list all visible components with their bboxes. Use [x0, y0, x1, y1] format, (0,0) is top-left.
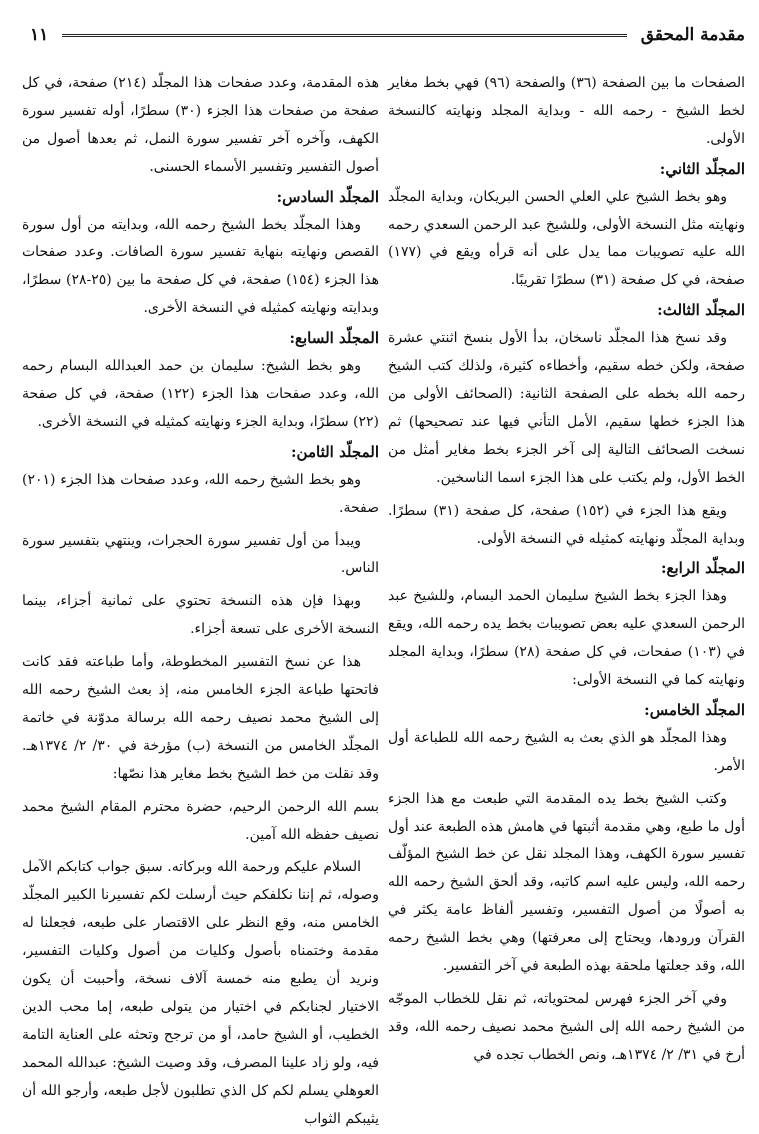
- paragraph: بسم الله الرحمن الرحيم، حضرة محترم المقام الشيخ محمد نصيف حفظه الله آمين.: [22, 798, 379, 843]
- paragraph: وهو بخط الشيخ رحمه الله، وعدد صفحات هذا الجزء (٢٠١) صفحة.: [22, 471, 379, 516]
- paragraph: وبهذا فإن هذه النسخة تحتوي على ثمانية أجزاء، بينما النسخة الأخرى على تسعة أجزاء.: [22, 593, 379, 638]
- right-column: [388, 70, 745, 1102]
- paragraph: وفي آخر الجزء فهرس لمحتوياته، ثم نقل للخطاب الموجّه من الشيخ رحمه الله إلى الشيخ محمد نصيف رحمه الله، وقد أرخ في ٣١/ ٢/ ١٣٧٤هـ، ونص الخطاب تجده في: [388, 991, 745, 1063]
- paragraph: هذا عن نسخ التفسير المخطوطة، وأما طباعته فقد كانت فاتحتها طباعة الجزء الخامس منه، إذ بعث الشيخ رحمه الله إلى الشيخ محمد نصيف رحمه الله برسالة مدوّنة في خاتمة المجلّد الخامس من النسخة (ب) مؤرخة في ٣٠/ ٢/ ١٣٧٤هـ. وقد نقلت من خط الشيخ بخط مغاير هذا نصّها:: [22, 654, 380, 782]
- volume-heading: المجلّد الثالث:: [657, 301, 745, 320]
- paragraph: وهو بخط الشيخ علي العلي الحسن البريكان، وبداية المجلّد ونهايته مثل النسخة الأولى، وللشيخ عبد الرحمن السعدي رحمه الله عليه تصويبات مما يدل على أنه قرأه ويقع في (١٧٧) صفحة، في كل صفحة (٣١) سطرًا تقريبًا.: [388, 188, 745, 289]
- paragraph: ويقع هذا الجزء في (١٥٢) صفحة، كل صفحة (٣١) سطرًا. وبداية المجلّد ونهايته كمثيله في النسخة الأولى.: [388, 502, 745, 547]
- text-columns: [22, 70, 745, 1127]
- paragraph: وهذا المجلّد هو الذي بعث به الشيخ رحمه الله للطباعة أول الأمر.: [388, 729, 745, 774]
- paragraph: ويبدأ من أول تفسير سورة الحجرات، وينتهي بتفسير سورة الناس.: [22, 532, 379, 577]
- page-header: [22, 20, 745, 50]
- paragraph: وقد نسخ هذا المجلّد ناسخان، بدأ الأول بنسخ اثنتي عشرة صفحة، ولكن خطه سقيم، وأخطاءه كثيرة، ولذلك كتب الشيخ رحمه الله بخطه على الصفحة الثانية: (الصحائف الأولى من هذا الجزء خطها سقيم، الأمل التأني فيها عند تصحيحها) ثم نسخت الصحائف التالية إلى آخر الجزء بخط مغاير أمثل من الخط الأول، ولم يكتب على هذا الجزء اسما الناسخين.: [388, 330, 745, 486]
- volume-heading: المجلّد الخامس:: [644, 700, 745, 719]
- running-head-title: مقدمة المحقق: [640, 25, 745, 45]
- paragraph: وكتب الشيخ بخط يده المقدمة التي طبعت مع هذا الجزء أول ما طبع، وهي مقدمة أثبتها في هامش هذه الطبعة عند أول تفسير سورة الكهف، وهذا المجلد نقل عن خط الشيخ المؤلّف رحمه الله، وليس عليه اسم كاتبه، وقد ألحق الشيخ رحمه الله به أصولًا من أصول التفسير، وتفسير ألفاظ عامة يكثر في القرآن ورودها، ويحتاج إلى معرفتها) وهي بخط الشيخ رحمه الله، وقد جعلتها ملحقة بهذه الطبعة في آخر التفسير.: [388, 790, 745, 975]
- left-column: [22, 70, 380, 1127]
- paragraph: وهو بخط الشيخ: سليمان بن حمد العبدالله البسام رحمه الله، وعدد صفحات هذا الجزء (١٢٢) صفحة، في كل صفحة (٢٢) سطرًا، وبداية الجزء ونهايته كمثيله في النسخة الأخرى.: [22, 358, 379, 430]
- page-number: ١١: [30, 25, 49, 45]
- paragraph: وهذا الجزء بخط الشيخ سليمان الحمد البسام، وللشيخ عبد الرحمن السعدي عليه بعض تصويبات بخط يده رحمه الله، ويقع في (١٠٣) صفحات، في كل صفحة (٢٨) سطرًا، وبداية المجلد ونهايته كما في النسخة الأولى:: [388, 588, 745, 689]
- volume-heading: المجلّد الرابع:: [660, 559, 745, 578]
- volume-heading: المجلّد الثامن:: [291, 442, 379, 461]
- volume-heading: المجلّد السابع:: [289, 329, 379, 348]
- paragraph: وهذا المجلّد بخط الشيخ رحمه الله، وبدايته من أول سورة القصص ونهايته بنهاية تفسير سورة الصافات. وعدد صفحات هذا الجزء (١٥٤) صفحة، في كل صفحة ما بين (٢٥-٢٨) سطرًا، وبدايته ونهايته كمثيله في النسخة الأخرى.: [22, 216, 380, 317]
- paragraph: السلام عليكم ورحمة الله وبركاته. سبق جواب كتابكم الآمل وصوله، ثم إننا نكلفكم حيث أرسلت لكم تفسيرنا الكبير المجلّد الخامس منه، وقع النظر على الاقتصار على طبعه، فجعلنا له مقدمة وختمناه بأصول وكليات من أصول وكليات التفسير، ونريد أن يطبع منه خمسة آلاف نسخة، وأحببت أن يكون الاختيار لجنابكم في اختيار من يتولى طبعه، إما محب الدين الخطيب، أو الشيخ حامد، أو من ترجح وتحثه على العناية التامة فيه، ولو زاد علينا المصرف، وقد وصيت الشيخ: عبدالله المحمد العوهلي يسلم لكم كل الذي تطلبون لأجل طبعه، وأرجو الله أن يثيبكم الثواب: [22, 859, 379, 1127]
- header-rule: [62, 34, 626, 37]
- paragraph: الصفحات ما بين الصفحة (٣٦) والصفحة (٩٦) فهي بخط مغاير لخط الشيخ - رحمه الله - وبداية المجلد ونهايته كالنسخة الأولى.: [388, 75, 745, 147]
- volume-heading: المجلّد الثاني:: [659, 159, 745, 178]
- paragraph: هذه المقدمة، وعدد صفحات هذا المجلّد (٢١٤) صفحة، في كل صفحة من صفحات هذا الجزء (٣٠) سطرًا، أوله تفسير سورة الكهف، وآخره آخر تفسير سورة النمل، ثم بعدها أصول من أصول التفسير وتفسير الأسماء الحسنى.: [22, 75, 379, 175]
- volume-heading: المجلّد السادس:: [276, 187, 379, 206]
